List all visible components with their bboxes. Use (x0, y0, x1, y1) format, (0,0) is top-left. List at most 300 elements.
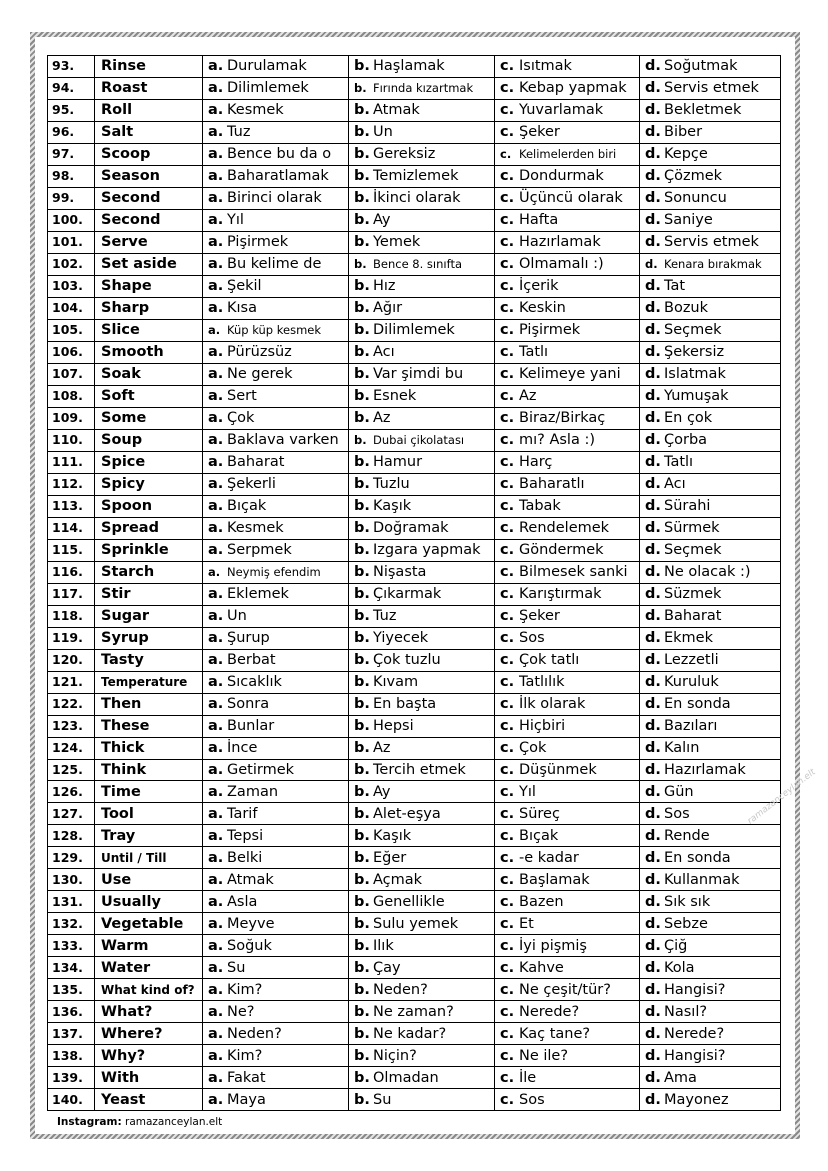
option-text: Sebze (664, 915, 708, 932)
option-text: Bekletmek (664, 102, 742, 119)
option-text: Çözmek (664, 168, 723, 185)
option-text: Sürmek (664, 520, 720, 537)
option-text: Az (519, 388, 537, 405)
english-word: Vegetable (95, 913, 203, 935)
option-a (203, 1067, 349, 1089)
option-b (349, 781, 495, 803)
english-word: Roast (95, 77, 203, 99)
table-row (48, 1023, 781, 1045)
option-c (495, 407, 640, 429)
english-word: Second (95, 209, 203, 231)
option-text: Bilmesek sanki (519, 564, 628, 581)
option-text: Rende (664, 827, 710, 844)
option-text: Ay (373, 212, 391, 229)
option-d (640, 77, 781, 99)
option-letter: b. (354, 564, 370, 581)
option-letter: a. (208, 915, 224, 932)
option-text: Ne ile? (519, 1047, 569, 1064)
option-letter: c. (500, 981, 515, 998)
question-number: 127. (48, 803, 95, 825)
option-text: Süzmek (664, 586, 722, 603)
option-letter: d. (645, 827, 661, 844)
option-c (495, 869, 640, 891)
question-number: 100. (48, 209, 95, 231)
option-letter: b. (354, 959, 370, 976)
option-letter: c. (500, 498, 515, 515)
option-a (203, 1089, 349, 1111)
option-letter: b. (354, 586, 370, 603)
option-d (640, 363, 781, 385)
option-letter: b. (354, 102, 370, 119)
option-text: Hangisi? (664, 1047, 726, 1064)
option-letter: d. (645, 981, 661, 998)
option-letter: b. (354, 366, 370, 383)
option-d (640, 429, 781, 451)
option-letter: c. (500, 915, 515, 932)
question-number: 116. (48, 561, 95, 583)
table-row (48, 715, 781, 737)
option-d (640, 275, 781, 297)
option-a (203, 407, 349, 429)
question-number: 94. (48, 77, 95, 99)
option-letter: b. (354, 81, 367, 96)
english-word: Second (95, 187, 203, 209)
option-text: En sonda (664, 849, 731, 866)
option-text: Bazıları (664, 718, 718, 735)
option-letter: d. (645, 432, 661, 449)
option-letter: d. (645, 454, 661, 471)
option-c (495, 1045, 640, 1067)
english-word: Season (95, 165, 203, 187)
option-letter: b. (354, 498, 370, 515)
option-text: Yemek (373, 234, 421, 251)
option-letter: c. (500, 322, 515, 339)
option-letter: c. (500, 1047, 515, 1064)
option-a (203, 473, 349, 495)
table-row (48, 605, 781, 627)
option-a (203, 803, 349, 825)
english-word: Tool (95, 803, 203, 825)
option-c (495, 957, 640, 979)
option-text: Islatmak (664, 366, 726, 383)
english-word: Sugar (95, 605, 203, 627)
option-text: Nerede? (519, 1003, 580, 1020)
option-c (495, 605, 640, 627)
option-d (640, 759, 781, 781)
option-letter: a. (208, 937, 224, 954)
option-text: Kuruluk (664, 674, 719, 691)
option-a (203, 847, 349, 869)
option-letter: a. (208, 498, 224, 515)
english-word: Scoop (95, 143, 203, 165)
option-text: Dondurmak (519, 168, 604, 185)
option-letter: c. (500, 476, 515, 493)
option-letter: a. (208, 718, 224, 735)
option-text: Bunlar (227, 718, 275, 735)
option-text: Rendelemek (519, 520, 610, 537)
option-a (203, 627, 349, 649)
option-text: Baharat (664, 608, 722, 625)
option-letter: d. (645, 388, 661, 405)
footer-handle: ramazanceylan.elt (125, 1116, 223, 1128)
option-text: Kesmek (227, 102, 284, 119)
option-a (203, 363, 349, 385)
option-letter: a. (208, 102, 224, 119)
english-word: Spread (95, 517, 203, 539)
option-letter: d. (645, 1047, 661, 1064)
option-letter: d. (645, 761, 661, 778)
english-word: Time (95, 781, 203, 803)
table-row (48, 539, 781, 561)
option-letter: c. (500, 542, 515, 559)
option-text: Harç (519, 454, 553, 471)
option-letter: a. (208, 58, 224, 75)
option-c (495, 1023, 640, 1045)
table-row (48, 297, 781, 319)
option-text: Ekmek (664, 630, 714, 647)
option-text: Su (373, 1091, 392, 1108)
option-b (349, 143, 495, 165)
english-word: Usually (95, 891, 203, 913)
option-b (349, 363, 495, 385)
option-text: Küp küp kesmek (227, 323, 322, 338)
option-letter: a. (208, 432, 224, 449)
table-row (48, 957, 781, 979)
footer-label: Instagram: (57, 1116, 122, 1128)
option-text: Kullanmak (664, 871, 740, 888)
option-letter: a. (208, 190, 224, 207)
option-c (495, 649, 640, 671)
option-b (349, 121, 495, 143)
option-text: Yıl (519, 783, 536, 800)
option-d (640, 1089, 781, 1111)
option-text: Çıkarmak (373, 586, 442, 603)
option-letter: a. (208, 476, 224, 493)
english-word: Then (95, 693, 203, 715)
option-c (495, 77, 640, 99)
english-word: Some (95, 407, 203, 429)
option-b (349, 649, 495, 671)
option-text: Başlamak (519, 871, 590, 888)
english-word: With (95, 1067, 203, 1089)
table-row (48, 517, 781, 539)
table-row (48, 1001, 781, 1023)
option-text: İlk olarak (519, 696, 586, 713)
option-a (203, 121, 349, 143)
option-text: Az (373, 410, 391, 427)
option-a (203, 737, 349, 759)
option-letter: d. (645, 542, 661, 559)
option-b (349, 693, 495, 715)
option-letter: a. (208, 981, 224, 998)
table-row (48, 891, 781, 913)
option-letter: a. (208, 740, 224, 756)
option-d (640, 495, 781, 517)
option-letter: d. (645, 80, 661, 97)
option-text: Berbat (227, 652, 276, 669)
option-text: Tepsi (227, 827, 264, 844)
option-letter: c. (500, 805, 515, 822)
option-letter: d. (645, 257, 658, 272)
option-text: Kim? (227, 1047, 263, 1064)
option-text: Bazen (519, 893, 564, 910)
option-letter: b. (354, 146, 370, 163)
question-number: 112. (48, 473, 95, 495)
option-c (495, 913, 640, 935)
question-number: 140. (48, 1089, 95, 1111)
option-b (349, 935, 495, 957)
option-text: Hamur (373, 454, 423, 471)
option-letter: c. (500, 278, 515, 295)
option-letter: c. (500, 740, 515, 756)
option-text: Eklemek (227, 586, 289, 603)
option-letter: a. (208, 388, 224, 405)
option-letter: d. (645, 322, 661, 339)
option-letter: d. (645, 937, 661, 954)
option-text: Ilık (373, 937, 394, 954)
option-d (640, 649, 781, 671)
option-text: Çok (519, 740, 547, 756)
option-text: Süreç (519, 805, 560, 822)
option-letter: d. (645, 915, 661, 932)
option-text: mı? Asla :) (519, 432, 595, 449)
option-letter: a. (208, 608, 224, 625)
option-text: Seçmek (664, 322, 722, 339)
option-text: Servis etmek (664, 234, 759, 251)
option-d (640, 671, 781, 693)
table-row (48, 363, 781, 385)
option-c (495, 979, 640, 1001)
english-word: Sharp (95, 297, 203, 319)
option-letter: d. (645, 652, 661, 669)
option-text: Tatlılık (519, 674, 565, 691)
option-c (495, 1067, 640, 1089)
option-c (495, 363, 640, 385)
question-number: 96. (48, 121, 95, 143)
option-a (203, 385, 349, 407)
english-word: Why? (95, 1045, 203, 1067)
option-letter: d. (645, 849, 661, 866)
option-text: Kim? (227, 981, 263, 998)
english-word: Salt (95, 121, 203, 143)
option-c (495, 803, 640, 825)
english-word: Smooth (95, 341, 203, 363)
option-text: Hafta (519, 212, 559, 229)
option-text: Ay (373, 783, 391, 800)
option-text: Sürahi (664, 498, 711, 515)
option-letter: a. (208, 212, 224, 229)
option-d (640, 627, 781, 649)
question-number: 102. (48, 253, 95, 275)
table-row (48, 143, 781, 165)
question-number: 108. (48, 385, 95, 407)
english-word: Until / Till (95, 847, 203, 869)
option-text: Izgara yapmak (373, 542, 481, 559)
option-letter: b. (354, 476, 370, 493)
table-row (48, 561, 781, 583)
option-text: Seçmek (664, 542, 722, 559)
option-text: Atmak (373, 102, 420, 119)
option-a (203, 671, 349, 693)
option-letter: d. (645, 1025, 661, 1042)
table-row (48, 56, 781, 78)
option-d (640, 341, 781, 363)
option-text: Kelimelerden biri (519, 147, 617, 162)
table-row (48, 99, 781, 121)
option-letter: b. (354, 454, 370, 471)
option-text: Çok (227, 410, 255, 427)
option-a (203, 715, 349, 737)
option-text: Şurup (227, 630, 270, 647)
option-b (349, 319, 495, 341)
option-text: Ne gerek (227, 366, 293, 383)
option-text: Ne? (227, 1003, 255, 1020)
english-word: Use (95, 869, 203, 891)
question-number: 97. (48, 143, 95, 165)
option-b (349, 759, 495, 781)
option-text: Un (227, 608, 247, 625)
option-letter: b. (354, 761, 370, 778)
table-row (48, 473, 781, 495)
option-letter: c. (500, 630, 515, 647)
option-d (640, 143, 781, 165)
option-letter: a. (208, 80, 224, 97)
option-text: Atmak (227, 871, 274, 888)
option-b (349, 451, 495, 473)
question-number: 130. (48, 869, 95, 891)
option-a (203, 231, 349, 253)
option-b (349, 957, 495, 979)
option-c (495, 1089, 640, 1111)
option-text: Baharatlamak (227, 168, 329, 185)
option-c (495, 297, 640, 319)
option-a (203, 56, 349, 78)
table-row (48, 77, 781, 99)
option-text: Sonuncu (664, 190, 727, 207)
table-row (48, 627, 781, 649)
option-a (203, 187, 349, 209)
option-text: Genellikle (373, 893, 445, 910)
option-letter: d. (645, 366, 661, 383)
option-letter: c. (500, 1025, 515, 1042)
option-letter: b. (354, 893, 370, 910)
option-c (495, 275, 640, 297)
option-text: Şekersiz (664, 344, 725, 361)
option-letter: b. (354, 410, 370, 427)
english-word: Water (95, 957, 203, 979)
table-row (48, 737, 781, 759)
option-text: Sulu yemek (373, 915, 459, 932)
option-letter: d. (645, 234, 661, 251)
english-word: Spicy (95, 473, 203, 495)
option-text: Şekerli (227, 476, 276, 493)
question-number: 99. (48, 187, 95, 209)
option-letter: c. (500, 608, 515, 625)
table-row (48, 913, 781, 935)
question-number: 121. (48, 671, 95, 693)
option-letter: c. (500, 212, 515, 229)
option-text: Et (519, 915, 534, 932)
option-letter: c. (500, 124, 515, 141)
option-text: Ne kadar? (373, 1025, 447, 1042)
option-text: Tuz (227, 124, 251, 141)
option-text: Pürüzsüz (227, 344, 292, 361)
option-a (203, 649, 349, 671)
option-text: Acı (664, 476, 686, 493)
option-text: Ne çeşit/tür? (519, 981, 611, 998)
option-letter: b. (354, 871, 370, 888)
english-word: Starch (95, 561, 203, 583)
option-text: Servis etmek (664, 80, 759, 97)
table-row (48, 429, 781, 451)
option-c (495, 143, 640, 165)
option-text: Ağır (373, 300, 403, 317)
table-row (48, 671, 781, 693)
option-letter: b. (354, 981, 370, 998)
option-a (203, 1045, 349, 1067)
option-letter: b. (354, 915, 370, 932)
option-text: Keskin (519, 300, 566, 317)
option-letter: a. (208, 652, 224, 669)
option-text: Çiğ (664, 937, 688, 954)
option-letter: c. (500, 102, 515, 119)
option-text: Kola (664, 959, 695, 976)
english-word: Soup (95, 429, 203, 451)
question-number: 122. (48, 693, 95, 715)
option-b (349, 979, 495, 1001)
option-letter: c. (500, 454, 515, 471)
option-text: En çok (664, 410, 713, 427)
option-letter: d. (645, 564, 661, 581)
english-word: Spice (95, 451, 203, 473)
option-a (203, 165, 349, 187)
option-d (640, 99, 781, 121)
option-d (640, 187, 781, 209)
option-letter: a. (208, 278, 224, 295)
option-letter: a. (208, 696, 224, 713)
option-letter: c. (500, 168, 515, 185)
option-letter: d. (645, 344, 661, 361)
question-number: 107. (48, 363, 95, 385)
option-a (203, 451, 349, 473)
option-c (495, 517, 640, 539)
option-letter: c. (500, 366, 515, 383)
option-text: Bıçak (519, 827, 559, 844)
option-text: Hiçbiri (519, 718, 566, 735)
option-a (203, 979, 349, 1001)
option-text: Doğramak (373, 520, 449, 537)
option-c (495, 56, 640, 78)
option-letter: b. (354, 168, 370, 185)
english-word: Roll (95, 99, 203, 121)
option-b (349, 473, 495, 495)
option-d (640, 957, 781, 979)
option-letter: a. (208, 168, 224, 185)
option-text: Tabak (519, 498, 561, 515)
english-word: Sprinkle (95, 539, 203, 561)
option-b (349, 715, 495, 737)
option-c (495, 121, 640, 143)
option-d (640, 1045, 781, 1067)
option-a (203, 1023, 349, 1045)
option-text: Bence bu da o (227, 146, 332, 163)
option-letter: b. (354, 696, 370, 713)
table-row (48, 319, 781, 341)
question-number: 126. (48, 781, 95, 803)
question-number: 123. (48, 715, 95, 737)
option-letter: d. (645, 58, 661, 75)
question-number: 111. (48, 451, 95, 473)
